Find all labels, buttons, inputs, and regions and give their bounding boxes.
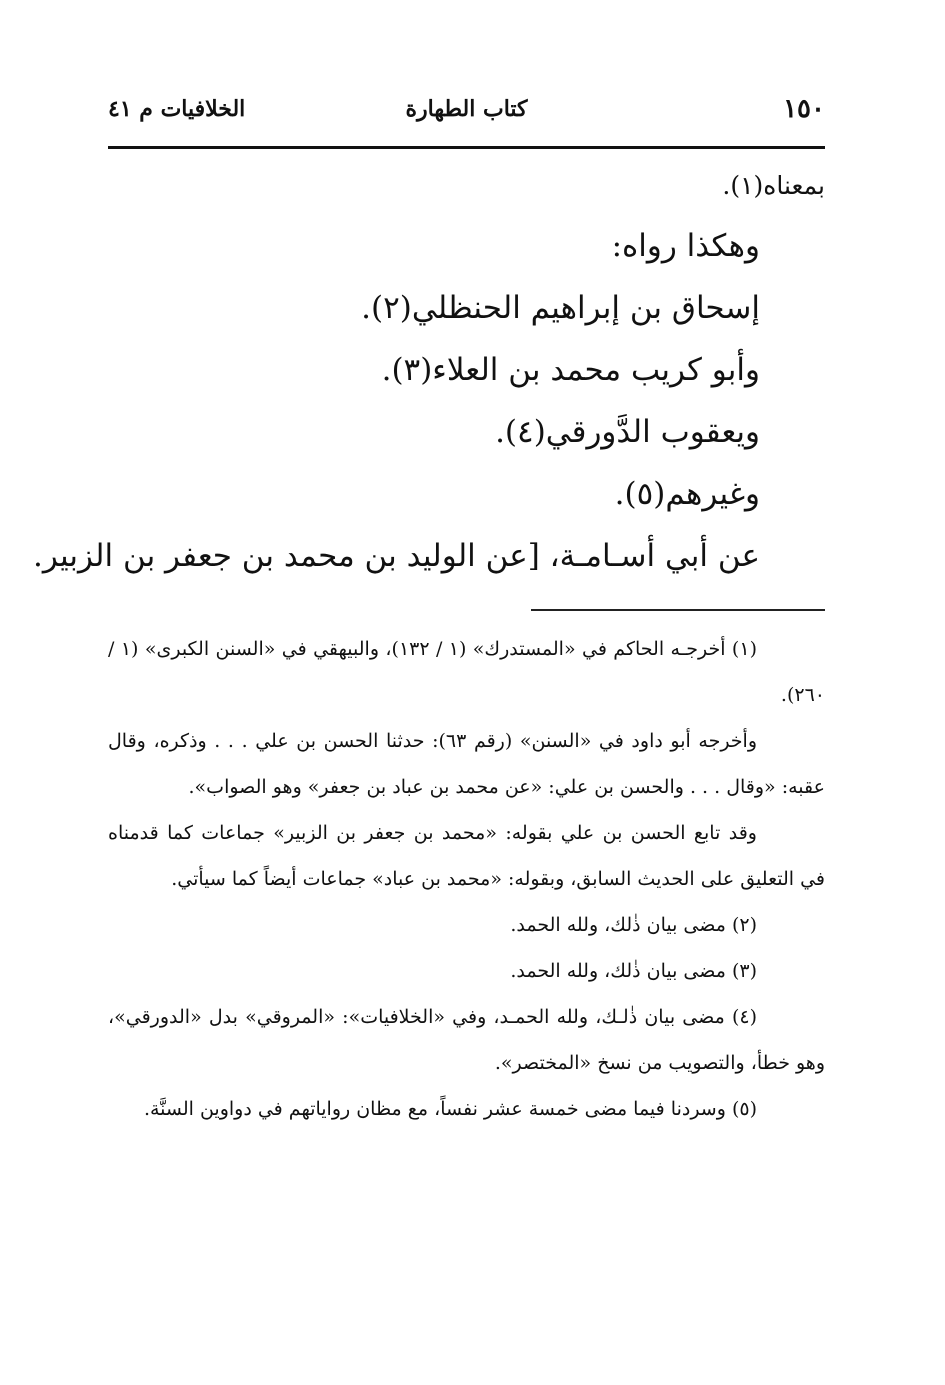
main-line: عن أبي أسـامـة، [عن الوليد بن محمد بن جعفر بن الزبير. (33, 538, 760, 574)
footnote: وأخرجه أبو داود في «السنن» (رقم ٦٣): حدثنا الحسن بن علي . . . وذكره، وقال عقبه: «وقال . . . والحسن بن علي: «عن محمد بن عباد بن جعفر» وهو الصواب». (108, 730, 825, 798)
chapter-title: كتاب الطهارة (405, 96, 528, 122)
header-rule (108, 146, 825, 149)
main-line: ويعقوب الدَّورقي(٤). (495, 414, 760, 450)
footnote: (٢) مضى بيان ذٰلك، ولله الحمد. (510, 914, 757, 936)
page-number: ١٥٠ (783, 94, 825, 124)
main-line: إسحاق بن إبراهيم الحنظلي(٢). (361, 290, 760, 326)
footnote: وقد تابع الحسن بن علي بقوله: «محمد بن جعفر بن الزبير» جماعات كما قدمناه في التعليق على الحديث السابق، وبقوله: «محمد بن عباد» جماعات أيضاً كما سيأتي. (108, 822, 825, 890)
footnote: (٤) مضى بيان ذٰلـك، ولله الحمـد، وفي «الخلافيات»: «المروقي» بدل «الدورقي»، وهو خطأ، والتصويب من نسخ «المختصر». (108, 1006, 825, 1074)
footnote-separator (531, 609, 825, 611)
footnote: (٣) مضى بيان ذٰلك، ولله الحمد. (510, 960, 757, 982)
main-line: وهكذا رواه: (611, 228, 760, 264)
page-header (108, 96, 825, 136)
footnote: (٥) وسردنا فيما مضى خمسة عشر نفساً، مع مظان رواياتهم في دواوين السنَّة. (143, 1098, 757, 1120)
intro-line: بمعناه(١). (722, 171, 825, 200)
main-text (33, 222, 760, 594)
footnote: (١) أخرجـه الحاكم في «المستدرك» (١ / ١٣٢)، والبيهقي في «السنن الكبرى» (١ / ٢٦٠). (108, 638, 825, 706)
running-title: الخلافيات م ٤١ (108, 96, 246, 122)
main-line: وغيرهم(٥). (614, 476, 760, 512)
main-line: وأبو كريب محمد بن العلاء(٣). (381, 352, 760, 388)
footnotes (108, 626, 825, 1132)
